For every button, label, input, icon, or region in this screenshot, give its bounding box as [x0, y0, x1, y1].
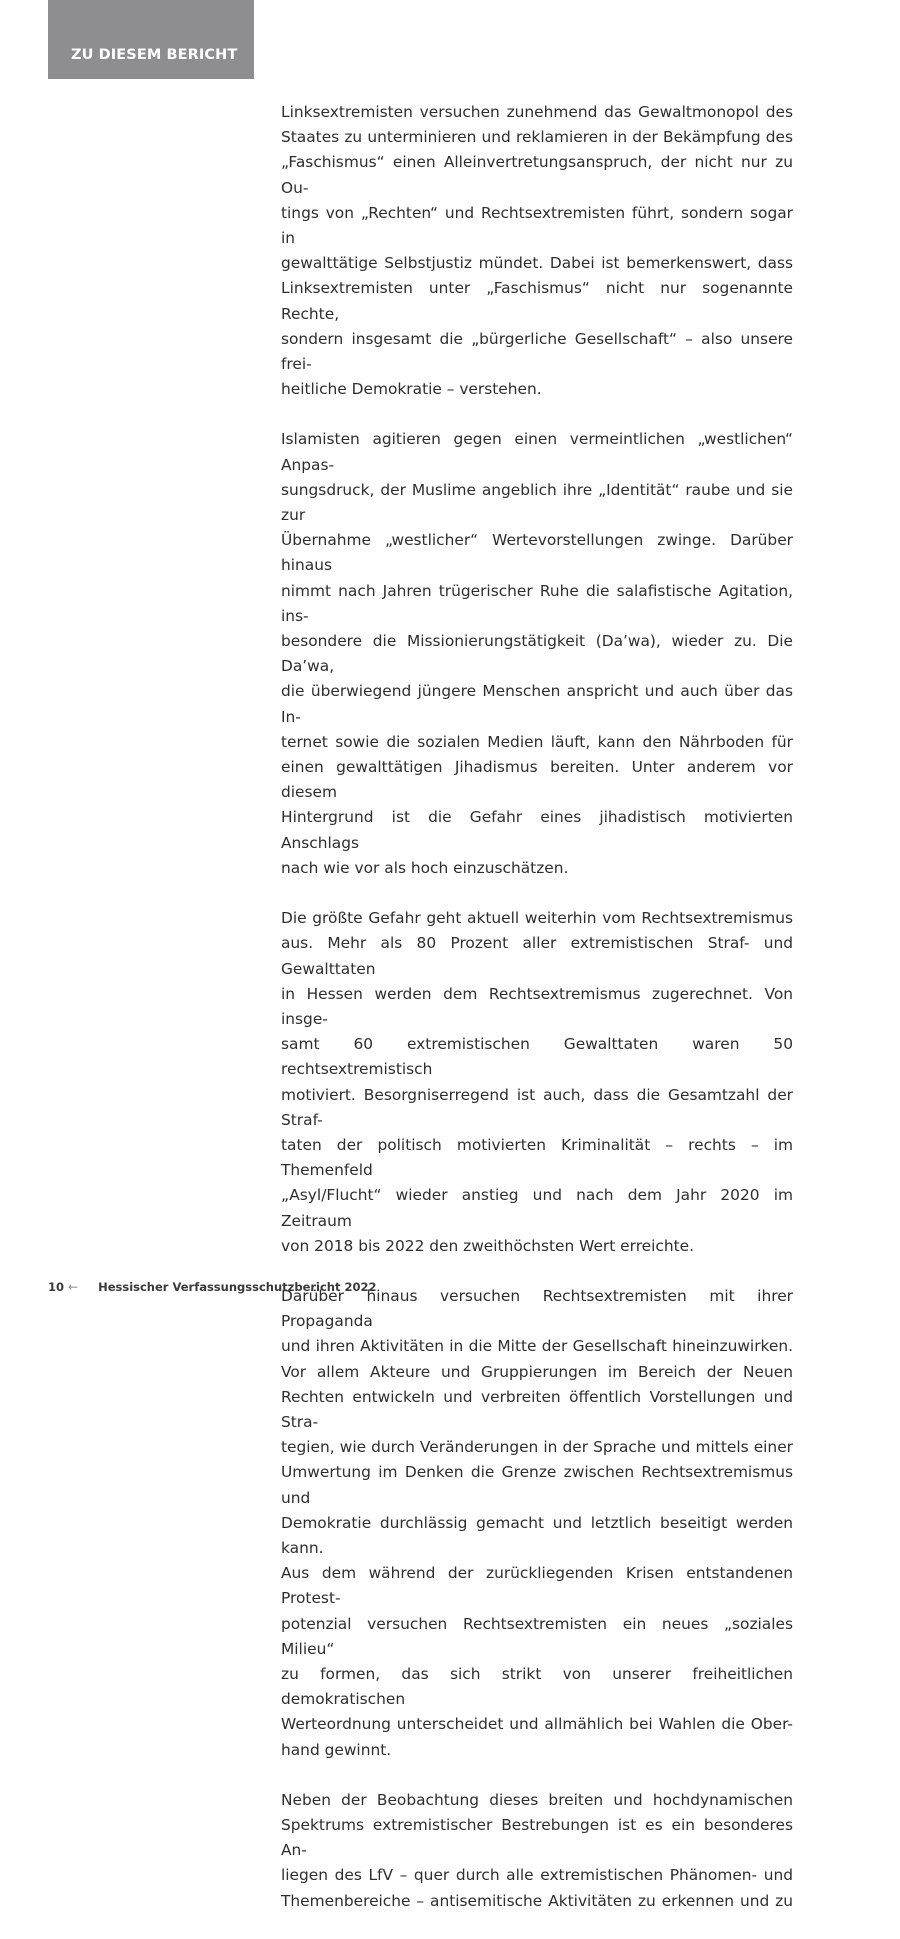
publication-title: Hessischer Verfassungsschutzbericht 2022 [98, 1280, 377, 1294]
text-line: hand gewinnt. [281, 1740, 392, 1759]
text-line: tegien, wie durch Veränderungen in der Sprache und mittels einer [281, 1438, 793, 1457]
text-line: sondern insgesamt die „bürgerliche Gesellschaft“ – also unsere frei- [281, 329, 793, 374]
back-arrow-icon[interactable]: ← [68, 1280, 79, 1294]
text-line: aus. Mehr als 80 Prozent aller extremistischen Straf- und Gewalttaten [281, 934, 793, 978]
text-line: potenzial versuchen Rechtsextremisten ein neues „soziales Milieu“ [281, 1614, 793, 1658]
text-line: Darüber hinaus versuchen Rechtsextremisten mit ihrer Propaganda [281, 1286, 793, 1331]
text-line: von 2018 bis 2022 den zweithöchsten Wert erreichte. [281, 1236, 695, 1255]
text-line: gewalttätige Selbstjustiz mündet. Dabei ist bemerkenswert, dass [281, 254, 793, 273]
text-line: „Faschismus“ einen Alleinvertretungsanspruch, der nicht nur zu Ou- [281, 153, 793, 197]
text-line: Vor allem Akteure und Gruppierungen im Bereich der Neuen [281, 1362, 793, 1381]
body-paragraph [281, 1788, 793, 1914]
text-line: ternet sowie die sozialen Medien läuft, kann den Nährboden für [281, 732, 793, 751]
text-line: Linksextremisten versuchen zunehmend das Gewaltmonopol des [281, 103, 793, 121]
text-line: samt 60 extremistischen Gewalttaten waren 50 rechtsextremistisch [281, 1035, 793, 1079]
body-paragraph [281, 906, 793, 1259]
page-footer [48, 1278, 377, 1296]
text-line: taten der politisch motivierten Kriminalität – rechts – im Themenfeld [281, 1135, 793, 1180]
text-line: Werteordnung unterscheidet und allmählich bei Wahlen die Ober- [281, 1715, 793, 1734]
text-line: Staates zu unterminieren und reklamieren in der Bekämpfung des [281, 128, 793, 147]
section-header-tab [48, 0, 254, 79]
text-line: Spektrums extremistischer Bestrebungen ist es ein besonderes An- [281, 1816, 793, 1860]
text-line: Neben der Beobachtung dieses breiten und hochdynamischen [281, 1790, 793, 1809]
body-paragraph [281, 1284, 793, 1763]
text-line: sungsdruck, der Muslime angeblich ihre „Identität“ raube und sie zur [281, 480, 793, 525]
text-line: liegen des LfV – quer durch alle extremistischen Phänomen- und [281, 1866, 793, 1885]
text-line: Linksextremisten unter „Faschismus“ nicht nur sogenannte Rechte, [281, 279, 793, 323]
body-text [281, 100, 793, 1939]
text-line: Die größte Gefahr geht aktuell weiterhin vom Rechtsextremismus [281, 909, 793, 928]
body-paragraph [281, 427, 793, 881]
text-line: Demokratie durchlässig gemacht und letztlich beseitigt werden kann. [281, 1513, 793, 1557]
text-line: Rechten entwickeln und verbreiten öffentlich Vorstellungen und Stra- [281, 1387, 793, 1431]
text-line: motiviert. Besorgniserregend ist auch, dass die Gesamtzahl der Straf- [281, 1085, 793, 1129]
section-label: ZU DIESEM BERICHT [71, 47, 238, 63]
text-line: zu formen, das sich strikt von unserer freiheitlichen demokratischen [281, 1664, 793, 1709]
text-line: nach wie vor als hoch einzuschätzen. [281, 858, 569, 877]
text-line: nimmt nach Jahren trügerischer Ruhe die salafistische Agitation, ins- [281, 581, 793, 625]
text-line: Umwertung im Denken die Grenze zwischen Rechtsextremismus und [281, 1463, 793, 1507]
text-line: besondere die Missionierungstätigkeit (Da’wa), wieder zu. Die Da’wa, [281, 632, 793, 676]
text-line: tings von „Rechten“ und Rechtsextremisten führt, sondern sogar in [281, 203, 793, 248]
text-line: und ihren Aktivitäten in die Mitte der Gesellschaft hineinzuwirken. [281, 1337, 793, 1356]
body-paragraph [281, 100, 793, 402]
text-line: die überwiegend jüngere Menschen anspricht und auch über das In- [281, 682, 793, 726]
text-line: Islamisten agitieren gegen einen vermeintlichen „westlichen“ Anpas- [281, 430, 793, 474]
page-number: 10 [48, 1280, 65, 1294]
text-line: Themenbereiche – antisemitische Aktivitäten zu erkennen und zu [281, 1891, 793, 1910]
text-line: heitliche Demokratie – verstehen. [281, 380, 542, 399]
text-line: „Asyl/Flucht“ wieder anstieg und nach dem Jahr 2020 im Zeitraum [281, 1186, 793, 1230]
text-line: Aus dem während der zurückliegenden Krisen entstandenen Protest- [281, 1564, 793, 1608]
text-line: in Hessen werden dem Rechtsextremismus zugerechnet. Von insge- [281, 984, 793, 1028]
text-line: einen gewalttätigen Jihadismus bereiten. Unter anderem vor diesem [281, 758, 793, 802]
text-line: Hintergrund ist die Gefahr eines jihadistisch motivierten Anschlags [281, 808, 793, 852]
text-line: Übernahme „westlicher“ Wertevorstellungen zwinge. Darüber hinaus [281, 531, 793, 575]
